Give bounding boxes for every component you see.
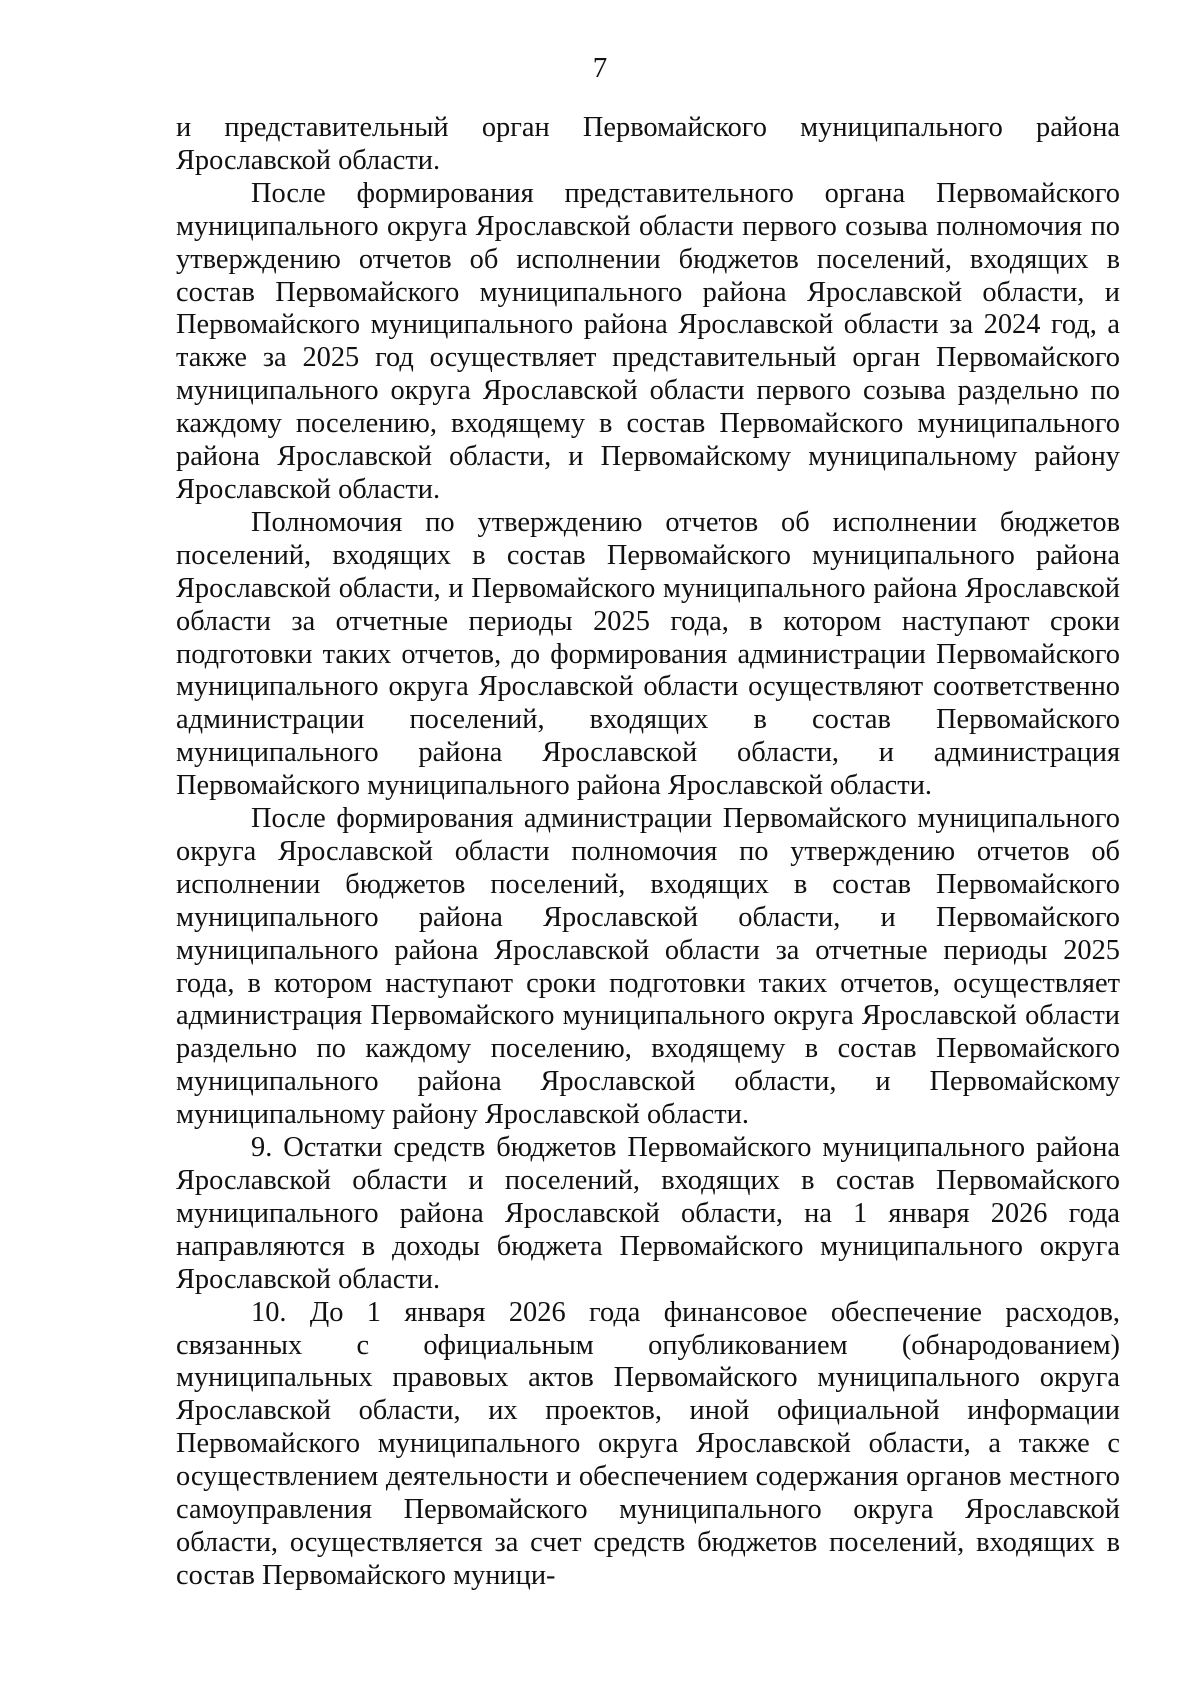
paragraph: Полномочия по утверждению отчетов об исполнении бюджетов поселений, входящих в состав Первомайского муниципального района Ярославской области, и Первомайского муниципального района Ярославской области за отчетные периоды 2025 года, в котором наступают сроки подготовки таких отчетов, до формирования администрации Первомайского муниципального округа Ярославской области осуществляют соответственно администрации поселений, входящих в состав Первомайского муниципального района Ярославской области, и администрация Первомайского муниципального района Ярославской области. <box>176 506 1120 802</box>
page-number: 7 <box>592 52 608 84</box>
body-text <box>176 112 1120 1593</box>
paragraph-continuation: и представительный орган Первомайского муниципального района Ярославской области. <box>176 112 1120 176</box>
paragraph: После формирования администрации Первомайского муниципального округа Ярославской области полномочия по утверждению отчетов об исполнении бюджетов поселений, входящих в состав Первомайского муниципального района Ярославской области, и Первомайского муниципального района Ярославской области за отчетные периоды 2025 года, в котором наступают сроки подготовки таких отчетов, осуществляет администрация Первомайского муниципального округа Ярославской области раздельно по каждому поселению, входящему в состав Первомайского муниципального района Ярославской области, и Первомайскому муниципальному району Ярославской области. <box>176 803 1120 1131</box>
paragraph: После формирования представительного органа Первомайского муниципального округа Ярославской области первого созыва полномочия по утверждению отчетов об исполнении бюджетов поселений, входящих в состав Первомайского муниципального района Ярославской области, и Первомайского муниципального района Ярославской области за 2024 год, а также за 2025 год осуществляет представительный орган Первомайского муниципального округа Ярославской области первого созыва раздельно по каждому поселению, входящему в состав Первомайского муниципального района Ярославской области, и Первомайскому муниципальному району Ярославской области. <box>176 177 1120 505</box>
paragraph-item-10: 10. До 1 января 2026 года финансовое обеспечение расходов, связанных с официальным опубликованием (обнародованием) муниципальных правовых актов Первомайского муниципального округа Ярославской области, их проектов, иной официальной информации Первомайского муниципального округа Ярославской области, а также с осуществлением деятельности и обеспечением содержания органов местного самоуправления Первомайского муниципального округа Ярославской области, осуществляется за счет средств бюджетов поселений, входящих в состав Первомайского муници- <box>176 1296 1120 1591</box>
paragraph-item-9: 9. Остатки средств бюджетов Первомайского муниципального района Ярославской области и поселений, входящих в состав Первомайского муниципального района Ярославской области, на 1 января 2026 года направляются в доходы бюджета Первомайского муниципального округа Ярославской области. <box>176 1132 1120 1295</box>
